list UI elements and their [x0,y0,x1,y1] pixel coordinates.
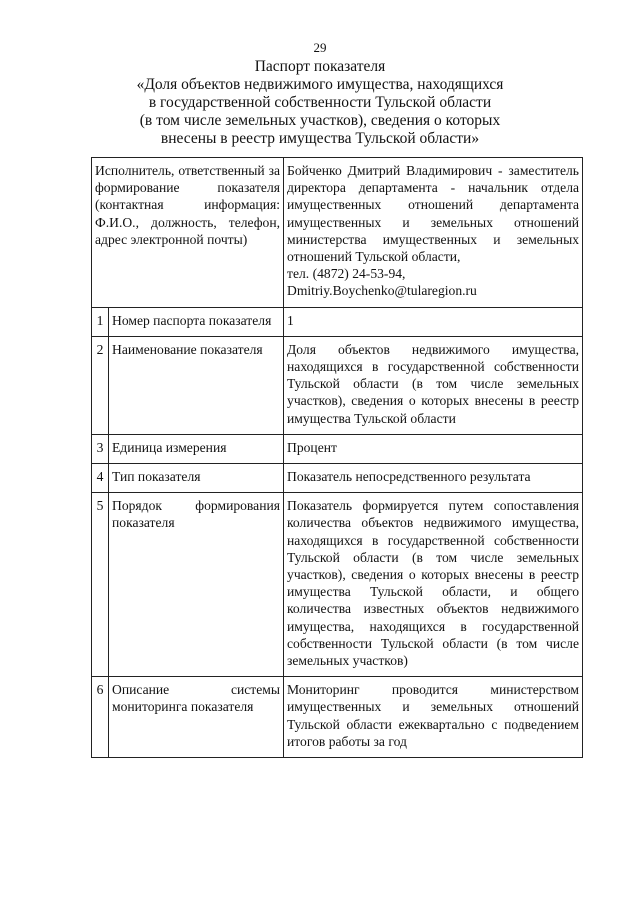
executor-row [92,158,583,308]
row-value: Показатель непосредственного результата [284,464,583,493]
table-row [92,464,583,493]
row-number: 3 [92,434,109,463]
title-line-3: в государственной собственности Тульской области [148,94,492,111]
executor-phone: тел. (4872) 24-53-94, [287,266,406,282]
table-row [92,493,583,677]
row-value: Показатель формируется путем сопоставления количества объектов недвижимого имущества, находящихся в государственной собственности Тульской области (в том числе земельных участков), сведения о которых внесены в реестр имущества Тульской области, и общего количества известных объектов недвижимого имущества, находящихся в государственной собственности Тульской области (в том числе земельных участков) [284,493,583,677]
row-label: Наименование показателя [109,336,284,434]
executor-label: Исполнитель, ответственный за формирование показателя (контактная информация: Ф.И.О., должность, телефон, адрес электронной почты) [92,158,284,308]
row-number: 1 [92,307,109,336]
executor-name-position: Бойченко Дмитрий Владимирович - заместитель директора департамента - начальник отдела имущественных отношений департамента имущественных и земельных отношений министерства имущественных и земельных отношений Тульской области, [287,163,580,265]
row-number: 4 [92,464,109,493]
table-row [92,336,583,434]
title-line-1: Паспорт показателя [254,58,386,75]
row-number: 6 [92,677,109,758]
row-label: Тип показателя [109,464,284,493]
title-line-2: «Доля объектов недвижимого имущества, находящихся [136,76,504,93]
row-label: Единица измерения [109,434,284,463]
title-line-4: (в том числе земельных участков), сведения о которых [139,112,501,129]
row-label: Описание системы мониторинга показателя [109,677,284,758]
row-value: Мониторинг проводится министерством имущественных и земельных отношений Тульской области ежеквартально с подведением итогов работы за год [284,677,583,758]
row-number: 5 [92,493,109,677]
page-number: 29 [313,40,327,55]
row-value: 1 [284,307,583,336]
table-row [92,677,583,758]
table-row [92,307,583,336]
row-label: Номер паспорта показателя [109,307,284,336]
executor-email: Dmitriy.Boychenko@tularegion.ru [287,283,477,299]
document-title [60,58,580,148]
title-line-5: внесены в реестр имущества Тульской области» [160,130,480,147]
passport-table [91,157,583,758]
row-value: Доля объектов недвижимого имущества, находящихся в государственной собственности Тульской области (в том числе земельных участков), сведения о которых внесены в реестр имущества Тульской области [284,336,583,434]
row-value: Процент [284,434,583,463]
row-label: Порядок формирования показателя [109,493,284,677]
table-row [92,434,583,463]
executor-value [284,158,583,308]
row-number: 2 [92,336,109,434]
